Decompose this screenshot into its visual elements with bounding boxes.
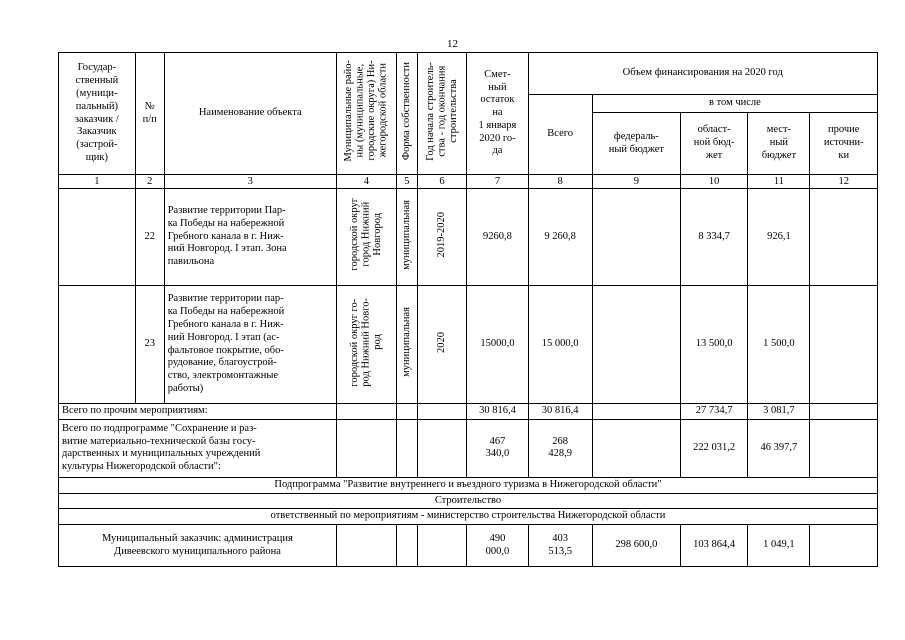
empty-cell: [810, 525, 878, 567]
section-title-row: [59, 493, 878, 509]
customer-local: 1 049,1: [748, 525, 810, 567]
empty-cell: [336, 525, 396, 567]
row-local: 1 500,0: [748, 286, 810, 404]
customer-row: [59, 525, 878, 567]
header-num: № п/п: [135, 53, 164, 175]
subprogram-title: Подпрограмма "Развитие внутреннего и въездного туризма в Нижегородской области": [59, 477, 878, 493]
customer-total: 403 513,5: [528, 525, 592, 567]
row-customer-cell: [59, 189, 136, 286]
empty-cell: [417, 419, 467, 477]
total-subprogram-total: 268 428,9: [528, 419, 592, 477]
row-object-name: Развитие территории Пар- ка Победы на набережной Гребного канала в г. Ниж- ний Новгород. I этап. Зона павильона: [164, 189, 336, 286]
header-ownership: Форма собственности: [396, 53, 417, 175]
page-number: 12: [447, 38, 458, 50]
customer-label: Муниципальный заказчик: администрация Дивеевского муниципального района: [59, 525, 337, 567]
row-num: 23: [135, 286, 164, 404]
total-subprogram-balance: 467 340,0: [467, 419, 528, 477]
header-local: мест- ный бюджет: [748, 113, 810, 175]
header-object-name: Наименование объекта: [164, 53, 336, 175]
row-years: 2019-2020: [417, 189, 467, 286]
column-number-row: [59, 175, 878, 189]
header-districts: Муниципальные райо- ны (муниципальные, городские округа) Ни- жегородской области: [336, 53, 396, 175]
total-other-row: [59, 404, 878, 420]
row-regional: 8 334,7: [680, 189, 747, 286]
responsible-row: [59, 509, 878, 525]
section-title: Строительство: [59, 493, 878, 509]
column-number: 5: [396, 175, 417, 189]
empty-cell: [396, 404, 417, 420]
empty-cell: [417, 525, 467, 567]
table-row: [59, 189, 878, 286]
row-total: 9 260,8: [528, 189, 592, 286]
funding-table: [58, 52, 878, 567]
empty-cell: [592, 419, 680, 477]
customer-balance: 490 000,0: [467, 525, 528, 567]
row-regional: 13 500,0: [680, 286, 747, 404]
total-subprogram-local: 46 397,7: [748, 419, 810, 477]
header-including: в том числе: [592, 95, 877, 113]
header-other: прочие источни- ки: [810, 113, 878, 175]
empty-cell: [336, 404, 396, 420]
row-num: 22: [135, 189, 164, 286]
total-other-local: 3 081,7: [748, 404, 810, 420]
column-number: 6: [417, 175, 467, 189]
total-other-balance: 30 816,4: [467, 404, 528, 420]
column-number: 3: [164, 175, 336, 189]
total-subprogram-regional: 222 031,2: [680, 419, 747, 477]
empty-cell: [592, 404, 680, 420]
column-number: 4: [336, 175, 396, 189]
row-balance: 15000,0: [467, 286, 528, 404]
empty-cell: [396, 419, 417, 477]
header-total: Всего: [528, 95, 592, 175]
empty-cell: [810, 419, 878, 477]
total-other-total: 30 816,4: [528, 404, 592, 420]
empty-cell: [810, 404, 878, 420]
column-number: 7: [467, 175, 528, 189]
column-number: 1: [59, 175, 136, 189]
responsible-title: ответственный по мероприятиям - министерство строительства Нижегородской области: [59, 509, 878, 525]
total-subprogram-label: Всего по подпрограмме "Сохранение и раз- витие материально-технической базы госу- дарственных и муниципальных учреждений культуры Нижегородской области":: [59, 419, 337, 477]
row-customer-cell: [59, 286, 136, 404]
row-balance: 9260,8: [467, 189, 528, 286]
row-federal: [592, 189, 680, 286]
row-local: 926,1: [748, 189, 810, 286]
column-number: 12: [810, 175, 878, 189]
header-regional: област- ной бюд- жет: [680, 113, 747, 175]
total-subprogram-row: [59, 419, 878, 477]
header-funding-title: Объем финансирования на 2020 год: [528, 53, 877, 95]
row-other: [810, 286, 878, 404]
row-ownership: муниципальная: [396, 189, 417, 286]
total-other-regional: 27 734,7: [680, 404, 747, 420]
header-federal: федераль- ный бюджет: [592, 113, 680, 175]
row-total: 15 000,0: [528, 286, 592, 404]
column-number: 11: [748, 175, 810, 189]
header-years: Год начала строитель- ства - год окончания строительства: [417, 53, 467, 175]
header-balance: Смет- ный остаток на 1 января 2020 го- да: [467, 53, 528, 175]
customer-regional: 103 864,4: [680, 525, 747, 567]
row-other: [810, 189, 878, 286]
customer-federal: 298 600,0: [592, 525, 680, 567]
table-row: [59, 286, 878, 404]
empty-cell: [396, 525, 417, 567]
column-number: 8: [528, 175, 592, 189]
total-other-label: Всего по прочим мероприятиям:: [59, 404, 337, 420]
column-number: 10: [680, 175, 747, 189]
column-number: 9: [592, 175, 680, 189]
row-district: городской округ город Нижний Новгород: [336, 189, 396, 286]
subprogram-title-row: [59, 477, 878, 493]
row-object-name: Развитие территории пар- ка Победы на набережной Гребного канала в г. Ниж- ний Новгород. I этап (ас- фальтовое покрытие, обо- рудование, благоустрой- ство, электромонтажные работы): [164, 286, 336, 404]
header-customer: Государ- ственный (муници- пальный) заказчик / Заказчик (застрой- щик): [59, 53, 136, 175]
row-years: 2020: [417, 286, 467, 404]
row-district: городской округ го- род Нижний Новго- род: [336, 286, 396, 404]
row-federal: [592, 286, 680, 404]
header-row-1: [59, 53, 878, 95]
empty-cell: [336, 419, 396, 477]
empty-cell: [417, 404, 467, 420]
row-ownership: муниципальная: [396, 286, 417, 404]
column-number: 2: [135, 175, 164, 189]
